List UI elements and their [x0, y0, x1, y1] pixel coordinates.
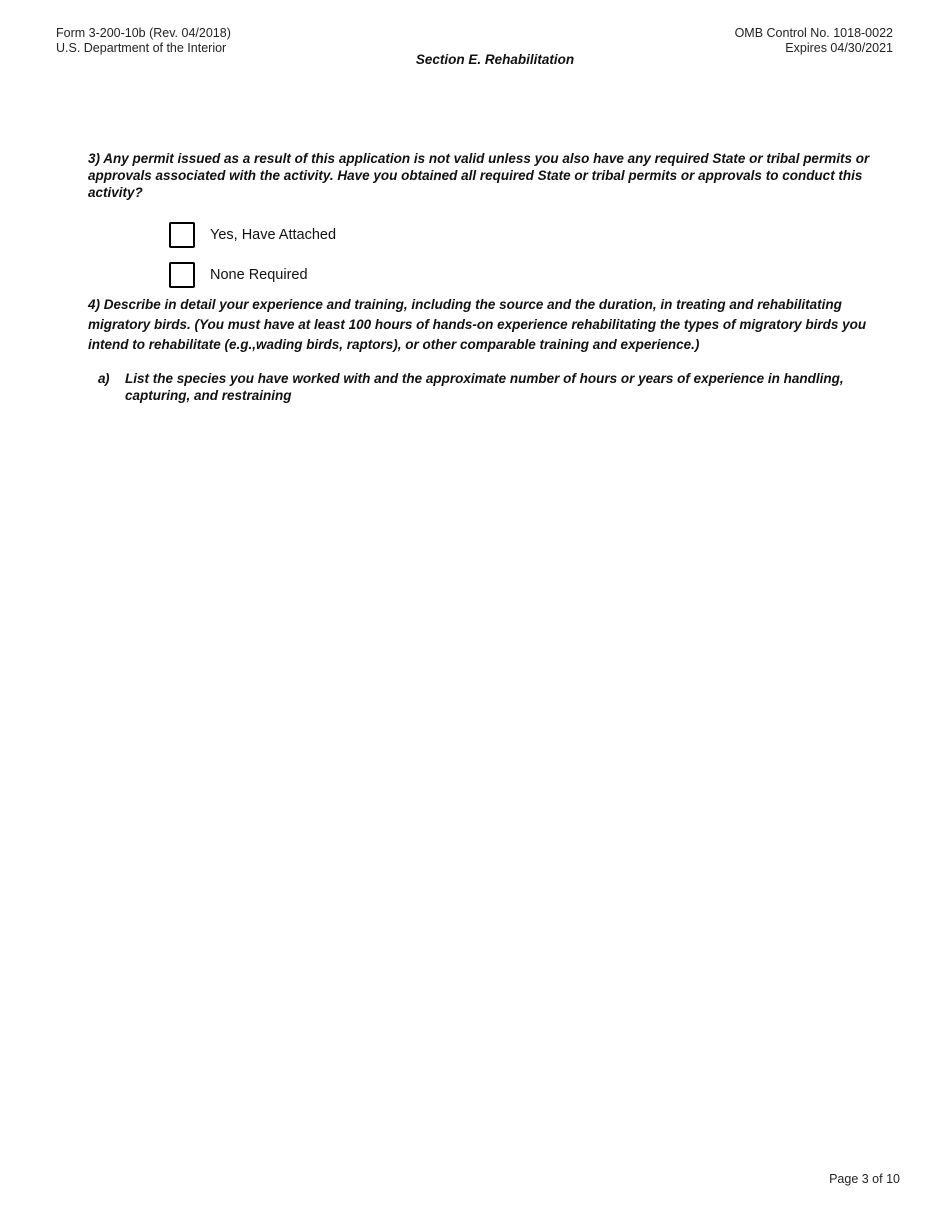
form-number: Form 3-200-10b (Rev. 04/2018) [56, 26, 231, 40]
section-title: Section E. Rehabilitation [415, 52, 575, 67]
yes-have-attached-label: Yes, Have Attached [210, 227, 337, 243]
question-4a-text: List the species you have worked with and the approximate number of hours or years of experience in handling, capturing, and restraining [125, 371, 844, 403]
option-yes-have-attached [169, 220, 336, 250]
yes-have-attached-checkbox[interactable] [169, 222, 195, 248]
none-required-label: None Required [210, 267, 308, 283]
none-required-checkbox[interactable] [169, 262, 195, 288]
question-4a-answer-field[interactable] [125, 412, 892, 1116]
page-number: Page 3 of 10 [829, 1172, 900, 1186]
omb-control-number: OMB Control No. 1018-0022 [734, 26, 893, 40]
question-4-text: 4) Describe in detail your experience and training, including the source and the duration, in treating and rehabilitating migratory birds. (You must have at least 100 hours of hands-on experience rehabilitating the types of migratory birds you intend to rehabilitate (e.g.,wading birds, raptors), or other comparable training and experience.) [88, 297, 867, 352]
question-4a [98, 371, 888, 404]
question-3-text: 3) Any permit issued as a result of this application is not valid unless you also have any required State or tribal permits or approvals associated with the activity. Have you obtained all required State or tribal permits or approvals to conduct this activity? [88, 151, 870, 200]
expiration-date: Expires 04/30/2021 [785, 41, 893, 55]
question-4a-marker: a) [98, 371, 110, 386]
department-name: U.S. Department of the Interior [56, 41, 227, 55]
option-none-required [169, 260, 308, 290]
